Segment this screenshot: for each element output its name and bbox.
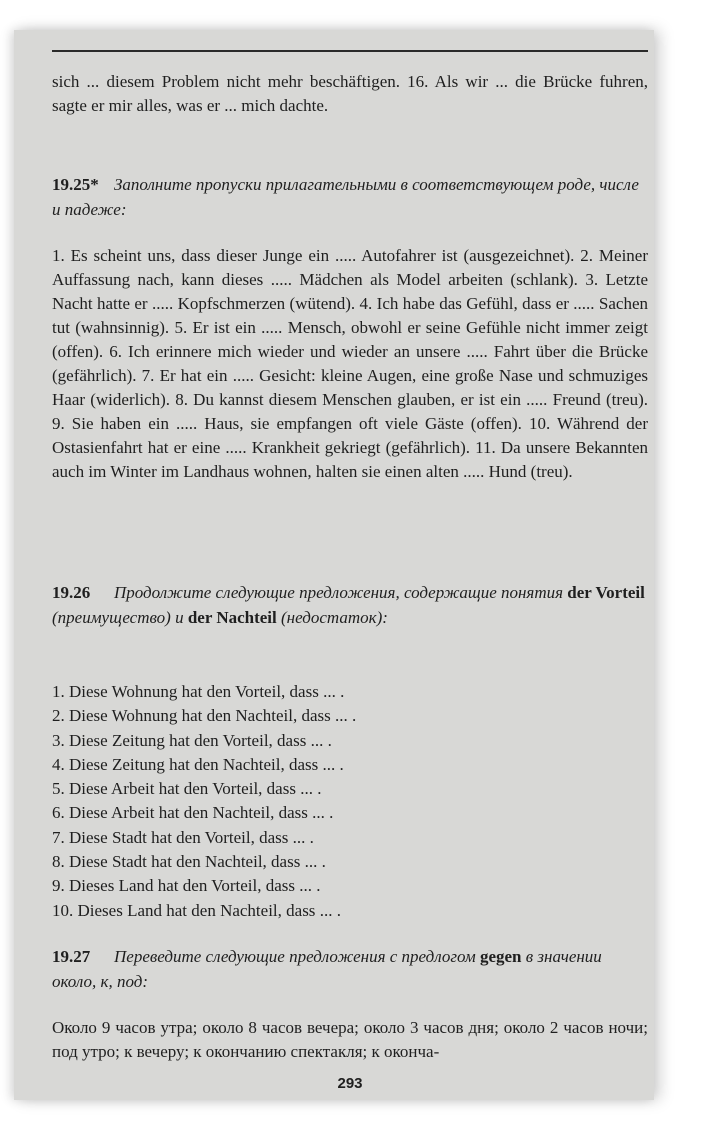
exercise-19-26-heading [52,580,648,630]
item-end: . [327,730,332,750]
item-end: . [329,803,334,823]
conjunction: и [170,608,188,627]
list-item [52,680,648,704]
item-end: . [339,754,344,774]
item-end: . [336,900,341,920]
book-page [14,30,654,1100]
gloss-vorteil: (преимущество) [52,608,171,627]
item-end: . [317,779,322,799]
item-text: 6. Diese Arbeit hat den Nachteil, dass [52,803,308,823]
exercise-paragraph: Около 9 часов утра; около 8 часов вечера; около 3 часов дня; около 2 часов ночи; под утро; к вечеру; к окончанию спектакля; к оконча- [52,1018,648,1061]
continued-text [52,70,648,118]
item-text: 3. Diese Zeitung hat den Vorteil, dass [52,730,307,750]
list-item [52,753,648,777]
list-item [52,729,648,753]
item-text: 5. Diese Arbeit hat den Vorteil, dass [52,779,296,799]
term-gegen: gegen [479,947,522,966]
item-end: . [321,852,326,872]
exercise-number: 19.25* [52,175,99,194]
header-rule [52,50,648,52]
list-item [52,826,648,850]
exercise-instruction: Заполните пропуски прилагательными в соответствующем роде, числе и падеже: [52,175,639,219]
item-end: . [352,706,357,726]
exercise-19-27-heading [52,944,648,994]
item-text: 2. Diese Wohnung hat den Nachteil, dass [52,706,331,726]
item-text: 8. Diese Stadt hat den Nachteil, dass [52,852,301,872]
item-text: 1. Diese Wohnung hat den Vorteil, dass [52,682,319,701]
instruction-text-end: в значении около, к, под: [52,947,602,991]
item-text: 4. Diese Zeitung hat den Nachteil, dass [52,754,319,774]
list-item [52,850,648,874]
item-text: 7. Diese Stadt hat den Vorteil, dass [52,827,289,847]
item-dots: ... [300,779,313,799]
item-dots: ... [310,730,324,750]
item-text: 10. Dieses Land hat den Nachteil, dass [52,900,316,920]
exercise-19-27-text [52,1016,648,1064]
exercise-number: 19.26 [52,583,91,602]
item-end: . [309,827,314,847]
item-end: . [316,876,321,896]
item-dots: ... [335,706,348,726]
item-end: . [340,682,345,701]
item-dots: ... [323,682,336,701]
continued-paragraph: sich ... diesem Problem nicht mehr beschäftigen. 16. Als wir ... die Brücke fuhren, sagte er mir alles, was er ... mich dachte. [52,72,648,115]
item-dots: ... [292,827,306,847]
list-item [52,874,648,898]
list-item [52,899,648,923]
term-vorteil: der Vorteil [567,583,645,602]
item-dots: ... [304,852,318,872]
exercise-19-26-list [52,680,648,923]
exercise-paragraph: 1. Es scheint uns, dass dieser Junge ein ..... Autofahrer ist (ausgezeichnet). 2. Meiner Auffassung nach, kann dieses ..... Mädchen als Model arbeiten (schlank). 3. Letzte Nacht hatte er ..... Kopfschmerzen (wütend). 4. Ich habe das Gefühl, dass er ..... Sachen tut (wahnsinnig). 5. Er ist ein ..... Mensch, obwohl er seine Gefühle nicht immer zeigt (offen). 6. Ich erinnere mich wieder und wieder an unsere ..... Fahrt über die Brücke (gefährlich). 7. Er hat ein ..... Gesicht: kleine Augen, eine große Nase und schmuziges Haar (widerlich). 8. Du kannst diesem Menschen glauben, er ist ein ..... Freund (treu). 9. Sie haben ein ..... Haus, sie empfangen oft viele Gäste (offen). 10. Während der Ostasienfahrt hat er eine ..... Krankheit gekriegt (gefährlich). 11. Da unsere Bekannten auch im Winter im Landhaus wohnen, halten sie einen alten ..... Hund (treu). [52,246,648,481]
list-item [52,801,648,825]
item-dots: ... [319,900,333,920]
exercise-instruction [52,947,602,991]
gloss-nachteil: (недостаток) [281,608,383,627]
exercise-instruction [52,583,645,627]
list-item [52,704,648,728]
item-dots: ... [322,754,336,774]
page-number: 293 [337,1075,363,1092]
exercise-19-25-heading [52,172,648,222]
instruction-text: Переведите следующие предложения с предлогом [114,947,480,966]
exercise-19-25-text [52,244,648,484]
list-item [52,777,648,801]
item-dots: ... [299,876,312,896]
colon: : [382,608,388,627]
item-text: 9. Dieses Land hat den Vorteil, dass [52,876,295,896]
instruction-text: Продолжите следующие предложения, содержащие понятия [114,583,568,602]
item-dots: ... [312,803,325,823]
exercise-number: 19.27 [52,947,91,966]
term-nachteil: der Nachteil [187,608,277,627]
